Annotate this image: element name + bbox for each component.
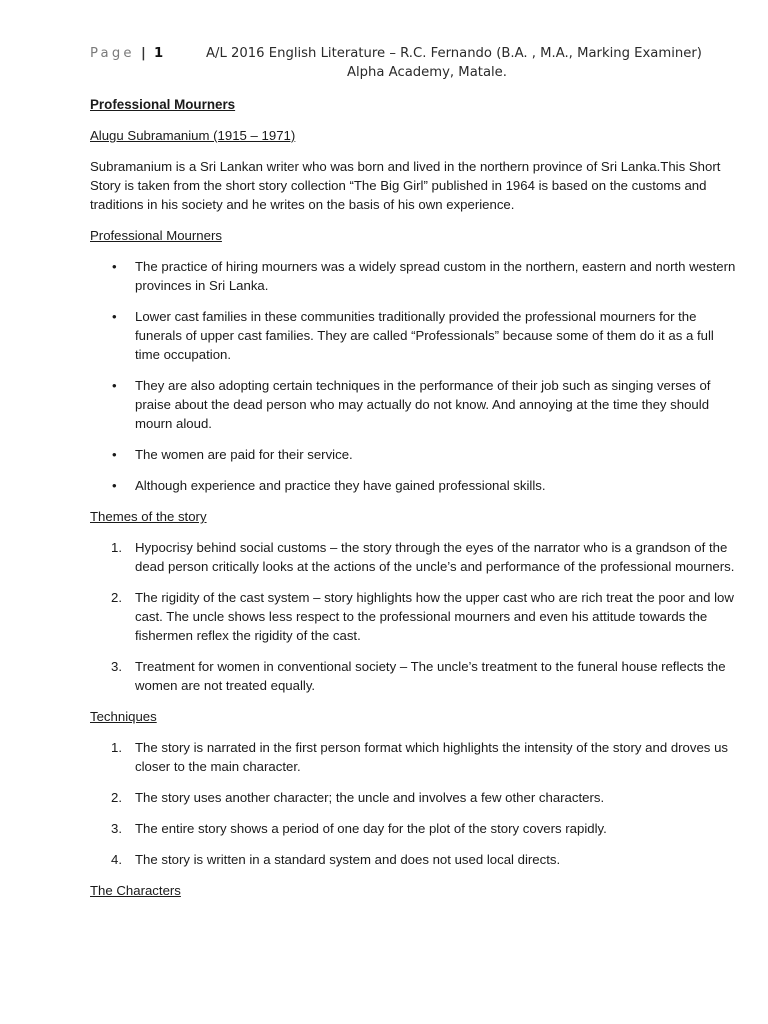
header-subtitle: Alpha Academy, Matale. — [346, 65, 507, 80]
list-item-text: Lower cast families in these communities traditionally provided the professional mourners for the funerals of upper cast families. They are called “Professionals” because some of them do it as a full time occupation. — [135, 309, 714, 362]
list-item — [90, 257, 738, 295]
author-heading: Alugu Subramanium (1915 – 1971) — [90, 128, 296, 143]
techniques-list — [90, 738, 738, 869]
number-marker: 2. — [111, 590, 122, 605]
header-title: A/L 2016 English Literature – R.C. Fernando (B.A. , M.A., Marking Examiner) — [206, 46, 702, 61]
page-header — [90, 44, 740, 82]
themes-heading: Themes of the story — [90, 509, 207, 524]
list-item-text: Although experience and practice they have gained professional skills. — [135, 478, 546, 493]
list-item — [90, 588, 738, 645]
list-item-text: Treatment for women in conventional society – The uncle’s treatment to the funeral house reflects the women are not treated equally. — [135, 659, 726, 693]
characters-heading: The Characters — [90, 883, 181, 898]
intro-paragraph: Subramanium is a Sri Lankan writer who was born and lived in the northern province of Sri Lanka.This Short Story is taken from the short story collection “The Big Girl” published in 1964 is based on the customs and traditions in his society and he writes on the basis of his own experience. — [90, 159, 721, 212]
list-item — [90, 850, 738, 869]
list-item — [90, 445, 738, 464]
list-item — [90, 819, 738, 838]
document-title: Professional Mourners — [90, 97, 236, 112]
list-item — [90, 307, 738, 364]
header-line — [90, 44, 740, 64]
list-item-text: They are also adopting certain techniques in the performance of their job such as singing verses of praise about the dead person who may actually do not know. And annoying at the time they should mourn aloud. — [135, 378, 711, 431]
number-marker: 3. — [111, 821, 122, 836]
list-item — [90, 476, 738, 495]
bullet-marker: • — [112, 478, 117, 493]
list-item — [90, 657, 738, 695]
list-item-text: The women are paid for their service. — [135, 447, 353, 462]
document-body — [90, 95, 738, 912]
page-number: 1 — [153, 46, 164, 61]
list-item-text: The rigidity of the cast system – story highlights how the upper cast who are rich treat the poor and low cast. The uncle shows less respect to the professional mourners and even his attitude towards the fishermen reflex the rigidity of the cast. — [135, 590, 734, 643]
list-item — [90, 538, 738, 576]
number-marker: 1. — [111, 540, 122, 555]
number-marker: 3. — [111, 659, 122, 674]
bullet-marker: • — [112, 259, 117, 274]
techniques-heading: Techniques — [90, 709, 157, 724]
themes-list — [90, 538, 738, 695]
list-item-text: The story is narrated in the first person format which highlights the intensity of the story and droves us closer to the main character. — [135, 740, 728, 774]
page-label: Page — [90, 46, 135, 61]
bullet-marker: • — [112, 309, 117, 324]
list-item-text: The story uses another character; the uncle and involves a few other characters. — [135, 790, 605, 805]
list-item — [90, 788, 738, 807]
list-item — [90, 738, 738, 776]
page-separator: | — [140, 46, 146, 61]
list-item-text: Hypocrisy behind social customs – the story through the eyes of the narrator who is a grandson of the dead person critically looks at the actions of the uncle’s and performance of the professional mourners. — [135, 540, 735, 574]
mourners-list — [90, 257, 738, 495]
list-item-text: The entire story shows a period of one day for the plot of the story covers rapidly. — [135, 821, 607, 836]
number-marker: 4. — [111, 852, 122, 867]
mourners-heading: Professional Mourners — [90, 228, 222, 243]
list-item-text: The practice of hiring mourners was a widely spread custom in the northern, eastern and north western provinces in Sri Lanka. — [135, 259, 736, 293]
bullet-marker: • — [112, 378, 117, 393]
number-marker: 2. — [111, 790, 122, 805]
bullet-marker: • — [112, 447, 117, 462]
list-item — [90, 376, 738, 433]
number-marker: 1. — [111, 740, 122, 755]
list-item-text: The story is written in a standard system and does not used local directs. — [135, 852, 561, 867]
